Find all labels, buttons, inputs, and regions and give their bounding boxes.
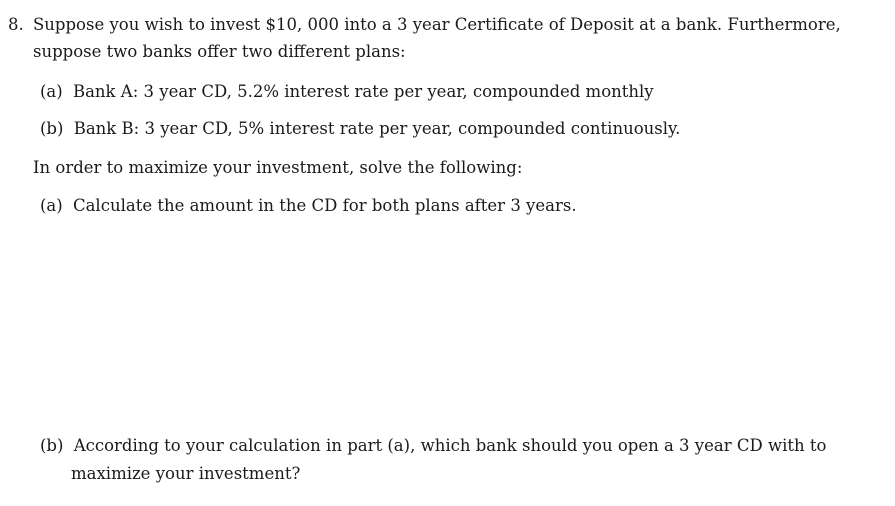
question-b-text-line2: maximize your investment?: [71, 464, 301, 483]
plan-b: [40, 118, 680, 140]
question-a-text: Calculate the amount in the CD for both plans after 3 years.: [72, 196, 577, 215]
intro-line-1: Suppose you wish to invest $10, 000 into a 3 year Certificate of Deposit at a bank. Furthermore,: [33, 15, 841, 34]
question-a: [40, 195, 577, 217]
problem-number: 8.: [8, 15, 24, 34]
plan-a-label: (a): [40, 82, 63, 101]
question-b: [40, 435, 826, 457]
plan-b-label: (b): [40, 119, 64, 138]
question-a-label: (a): [40, 196, 63, 215]
question-b-text-line1: According to your calculation in part (a), which bank should you open a 3 year CD with to: [73, 436, 827, 455]
question-b-label: (b): [40, 436, 64, 455]
intro-line-2: suppose two banks offer two different plans:: [33, 42, 406, 61]
plan-b-text: Bank B: 3 year CD, 5% interest rate per year, compounded continuously.: [73, 119, 681, 138]
plan-a-text: Bank A: 3 year CD, 5.2% interest rate per year, compounded monthly: [72, 82, 654, 101]
plan-a: [40, 81, 654, 103]
instruction: In order to maximize your investment, solve the following:: [33, 158, 523, 177]
